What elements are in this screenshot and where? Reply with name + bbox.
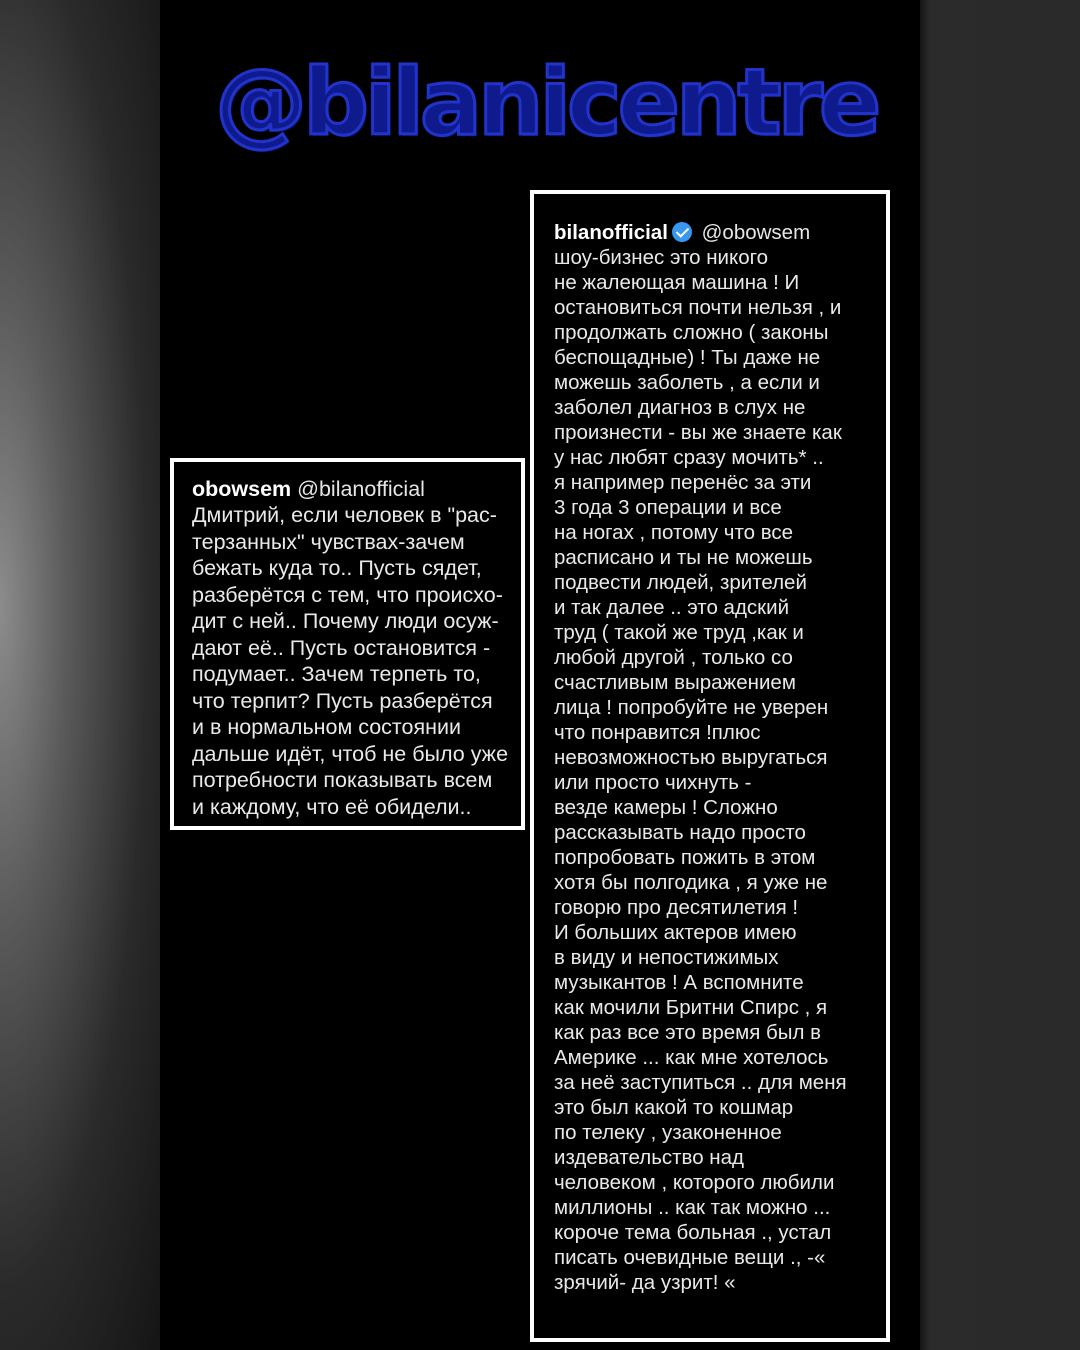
- reply-username[interactable]: bilanofficial: [554, 221, 668, 244]
- left-blurred-background: [0, 0, 160, 1350]
- reply-text: шоу-бизнес это никого не жалеющая машина ! И остановиться почти нельзя , и продолжать сложно ( законы беспощадные) ! Ты даже не можешь заболеть , а если и заболел диагноз в слух не произнести - вы же знаете как у нас любят сразу мочить* .. я например перенёс за эти 3 года 3 операции и все на ногах , потому что все расписано и ты не можешь подвести людей, зрителей и так далее .. это адский труд ( такой же труд ,как и любой другой , только со счастливым выражением лица ! попробуйте не уверен что понравится !плюс невозможностью выругаться или просто чихнуть - везде камеры ! Сложно рассказывать надо просто попробовать пожить в этом хотя бы полгодика , я уже не говорю про десятилетия ! И больших актеров имею в виду и непостижимых музыкантов ! А вспомните как мочили Бритни Спирс , я как раз все это время был в Америке ... как мне хотелось за неё заступиться .. для меня это был какой то кошмар по телеку , узаконенное издевательство над человеком , которого любили миллионы .. как так можно ... короче тема больная ., устал писать очевидные вещи ., -« зрячий- да узрит! «: [554, 246, 847, 1294]
- verified-badge-icon: [672, 222, 692, 242]
- right-blurred-background: [920, 0, 1080, 1350]
- watermark-handle: @bilanicentre: [215, 49, 878, 156]
- comment-card-obowsem: [170, 458, 525, 830]
- comment-header: [192, 476, 515, 502]
- reply-mention[interactable]: @obowsem: [701, 221, 811, 244]
- comment-card-bilanofficial: [530, 190, 890, 1342]
- comment-mention[interactable]: @bilanofficial: [297, 477, 425, 501]
- comment-text: Дмитрий, если человек в "рас- терзанных" чувствах-зачем бежать куда то.. Пусть сядет, разберётся с тем, что происхо- дит с ней.. Почему люди осуж- дают её.. Пусть остановится - подумает.. Зачем терпеть то, что терпит? Пусть разберётся и в нормальном состоянии дальше идёт, чтоб не было уже потребности показывать всем и каждому, что её обидели..: [192, 503, 509, 819]
- reply-header: [554, 220, 878, 245]
- comment-username[interactable]: obowsem: [192, 477, 292, 501]
